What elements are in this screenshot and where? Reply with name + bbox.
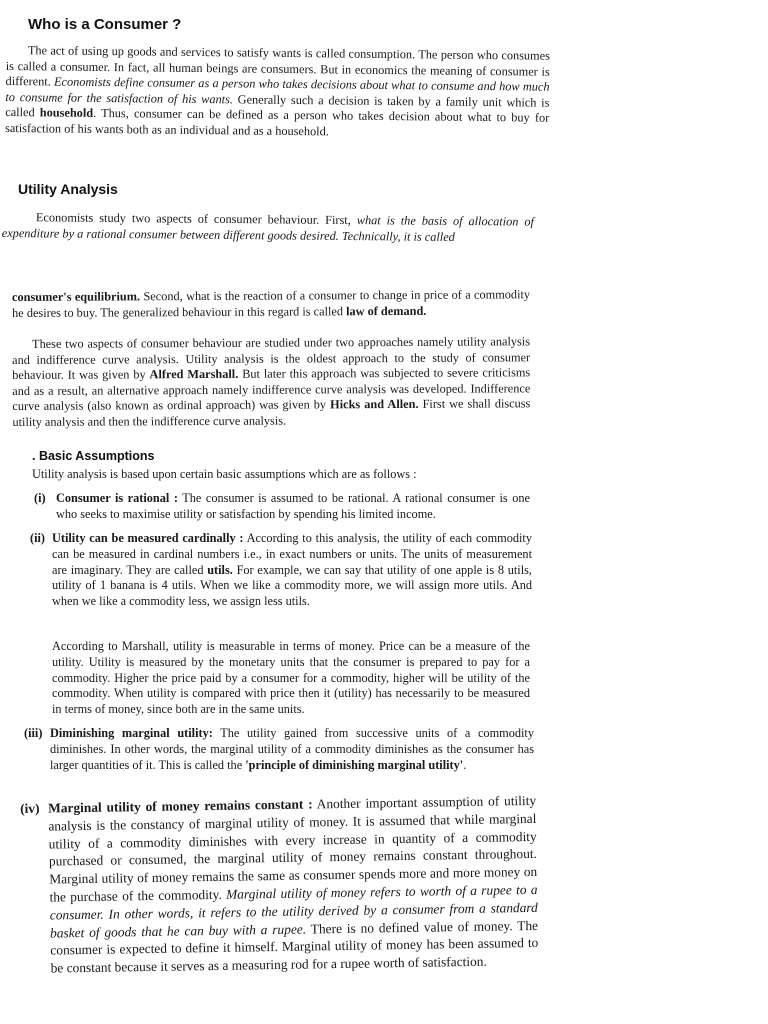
- item-number: (i): [34, 491, 46, 505]
- assumption-item-cardinal-marshall: According to Marshall, utility is measurable in terms of money. Price can be a measure of the utility. Utility is measured by the monetary units that the consumer is prepared to pay for a commodity. Higher the price paid by a consumer for a commodity, higher will be utility of the commodity. When utility is compared with price then it (utility) has necessarily to be measured in terms of money, since both are in the same units.: [52, 639, 530, 717]
- assumptions-intro: Utility analysis is based upon certain basic assumptions which are as follows :: [32, 467, 417, 481]
- heading-who-is-consumer: Who is a Consumer ?: [28, 16, 182, 33]
- assumption-item-diminishing: (iii) Diminishing marginal utility: The utility gained from successive units of a commodity diminishes. In other words, the marginal utility of a commodity diminishes as the consumer has larger quantities of it. This is called the 'principle of diminishing marginal utility'.: [24, 726, 534, 772]
- paragraph-consumer-definition: The act of using up goods and services to satisfy wants is called consumption. The person who consumes is called a consumer. In fact, all human beings are consumers. But in economics the meaning of consumer is different. Economists define consumer as a person who takes decisions about what to consume and how much to consume for the satisfaction of his wants. Generally such a decision is taken by a family unit which is called household. Thus, consumer can be defined as a person who takes decision about what to buy for satisfaction of his wants both as an individual and as a household.: [5, 43, 550, 139]
- item-number: (ii): [30, 531, 46, 545]
- paragraph-consumer-behaviour-aspects: Economists study two aspects of consumer behaviour. First, what is the basis of allocation of expenditure by a rational consumer between different goods desired. Technically, it is called: [1, 210, 534, 244]
- paragraph-two-approaches: These two aspects of consumer behaviour are studied under two approaches namely utility analysis and indifference curve analysis. Utility analysis is the oldest approach to the study of consumer behaviour. It was given by Alfred Marshall. But later this approach was subjected to severe criticisms and as a result, an alternative approach namely indifference curve analysis was developed. Indifference curve analysis (also known as ordinal approach) was given by Hicks and Allen. First we shall discuss utility analysis and then the indifference curve analysis.: [12, 334, 531, 429]
- paragraph-equilibrium-demand: consumer's equilibrium. Second, what is the reaction of a consumer to change in price of a commodity he desires to buy. The generalized behaviour in this regard is called law of demand.: [12, 287, 531, 320]
- item-number: (iii): [24, 726, 43, 740]
- item-number: (iv): [20, 800, 40, 816]
- heading-basic-assumptions: . Basic Assumptions: [32, 449, 155, 463]
- assumption-item-rational: (i) Consumer is rational : The consumer is assumed to be rational. A rational consumer is one who seeks to maximise utility or satisfaction by spending his limited income.: [34, 491, 530, 521]
- assumption-item-cardinal: (ii) Utility can be measured cardinally : According to this analysis, the utility of each commodity can be measured in cardinal numbers i.e., in exact numbers or units. The units of measurement are imaginary. They are called utils. For example, we can say that utility of one apple is 8 utils, utility of 1 banana is 4 utils. When we like a commodity more, we will assign more utils. And when we like a commodity less, we assign less utils.: [30, 531, 532, 609]
- heading-utility-analysis: Utility Analysis: [18, 181, 118, 197]
- assumption-item-money-constant: (iv) Marginal utility of money remains constant : Another important assumption of utility analysis is the constancy of marginal utility of money. It is assumed that while marginal utility of a commodity diminishes with every increase in quantity of a commodity purchased or consumed, the marginal utility of money remains constant throughout. Marginal utility of money remains the same as consumer spends more and more money on the purchase of the commodity. Marginal utility of money refers to worth of a rupee to a consumer. In other words, it refers to the utility derived by a consumer from a standard basket of goods that he can buy with a rupee. There is no defined value of money. The consumer is expected to define it himself. Marginal utility of money has been assumed to be constant because it serves as a measuring rod for a rupee worth of satisfaction.: [20, 792, 539, 976]
